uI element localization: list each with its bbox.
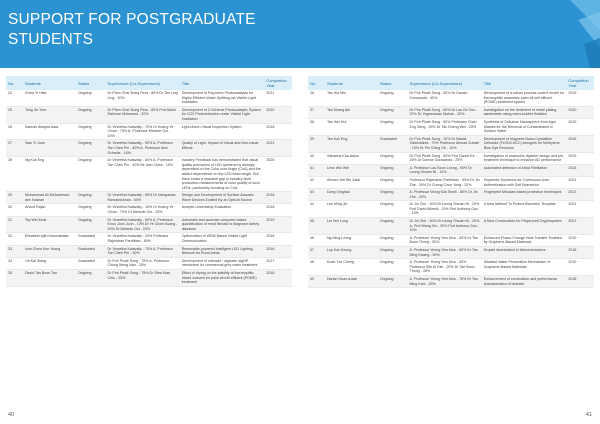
cell-student: Tey Wei Keat: [23, 216, 76, 233]
cell-supervisors: A. Professor Yeong Yew Mun - 50% Dr Tan Boon Thong - 50%: [408, 234, 482, 246]
page-title-line-2: STUDENTS: [8, 31, 94, 48]
col-header-completion-year: Completion Year: [266, 78, 287, 88]
cell-title: Ultrafast Water Permeation Mechanism of Graphene-Based Materials: [482, 259, 567, 276]
cell-completion-year: 2018: [566, 247, 594, 259]
cell-no: 36: [308, 90, 325, 106]
cell-supervisors: A. Professor Lau Boon Leong - 90% Dr Leong Shiuan Ni - 10%: [408, 164, 482, 176]
cell-status: Ongoing: [76, 90, 106, 106]
cell-supervisors: Dr Vineetha Kalavally - 20% Professor Rajendran Parthiban - 80%: [106, 233, 180, 245]
table-row: [308, 164, 594, 176]
cell-title: Development of Polymeric Photocatalysts for Highly Efficient Water-Splitting via Visible-Light Irradiation: [180, 90, 265, 106]
cell-completion-year: 2018: [264, 123, 292, 140]
cell-title: Automatic and accurate computer-based quantification of renal fibrosis to diagnose kidney diseases: [180, 216, 265, 233]
cell-completion-year: 2018: [566, 276, 594, 288]
cell-title: Development of chitosan / alginate /AgNP membrane for commercial grey water treatment.: [180, 257, 265, 269]
table-row: [308, 189, 594, 201]
cell-supervisors: Dr Phen Chai Siong Pear - 80% Dr Tan Ling Ling - 20%: [106, 90, 180, 106]
table-header-row: [308, 76, 594, 90]
cell-status: Ongoing: [378, 247, 408, 259]
cell-student: Dong Xinghao: [325, 189, 378, 201]
table-row: [6, 245, 292, 257]
cell-completion-year: 2021: [566, 189, 594, 201]
cell-status: Ongoing: [76, 204, 106, 216]
table-row: [308, 201, 594, 218]
cell-completion-year: 2019: [566, 259, 594, 276]
table-row: [308, 234, 594, 246]
cell-supervisors: Professor Rajendran Parthiban - 50% Dr Jin Zhe - 30% Dr Chong Chun Yong - 20%: [408, 176, 482, 188]
cell-completion-year: 2020: [264, 106, 292, 123]
cell-status: Graduated: [378, 135, 408, 152]
table-row: [6, 204, 292, 216]
cell-no: 34: [6, 257, 23, 269]
table-row: [6, 90, 292, 106]
cell-student: Lenz Wei Wei: [325, 164, 378, 176]
cell-completion-year: 2019: [264, 216, 292, 233]
cell-no: 29: [6, 192, 23, 204]
cell-no: 27: [6, 140, 23, 157]
cell-student: Lai Yen Lung: [325, 218, 378, 235]
table-row: [308, 259, 594, 276]
cell-supervisors: Dr Poh Phaik Song - 75% Dr Siew Kian Chin - 25%: [106, 270, 180, 287]
cell-title: Fingerprint Minutiae-based protection techniques: [482, 189, 567, 201]
cell-supervisors: Dr Poh Phaik Song - 60% Dr Lau Ee Von - 20% Dr Yogeswaran Mohan - 20%: [408, 106, 482, 118]
col-header-no: No.: [310, 80, 317, 86]
cell-status: Ongoing: [378, 152, 408, 164]
page-number-left: 40: [8, 412, 15, 418]
cell-supervisors: Dr Poh Phaik Song - 75% A. Professor Chung Meng Nan - 25%: [106, 257, 180, 269]
cell-status: Ongoing: [378, 276, 408, 288]
cell-completion-year: 2019: [566, 152, 594, 164]
cell-supervisors: Dr Vineetha Kalavally - 70% Dr Kuang Ye Chow - 70% A. Professor Melanie Ooi - 10%: [106, 123, 180, 140]
cell-completion-year: 2021: [566, 218, 594, 235]
cell-supervisors: Dr Poh Phaik Song - 60% Dr Darwin Gouwanda - 40%: [408, 90, 482, 106]
cell-supervisors: Dr Vineetha Kalavally - 50% A. Professor Khoo Joon Joon - 10% Dr Ye Chow Kuang - 20% Dr Melanie Ooi - 20%: [106, 216, 180, 233]
cell-student: Tan Khang Ale: [325, 106, 378, 118]
cell-completion-year: 2021: [264, 90, 292, 106]
cell-supervisors: Dr Vineetha Kalavally - 15% Dr Kuang Ye Chow - 70% Dr Melanie Ooi - 15%: [106, 204, 180, 216]
cell-student: Tan Kok Eng: [325, 135, 378, 152]
table-row: [6, 233, 292, 245]
cell-no: 41: [308, 164, 325, 176]
cell-no: 49: [308, 276, 325, 288]
table-row: [308, 176, 594, 188]
cell-student: Loy Kok Keong: [325, 247, 378, 259]
cell-title: Investigation of anaerobic digester design and pre-treatment technique to enhance AD performance: [482, 152, 567, 164]
cell-supervisors: Dr Phen Chai Siong Pear - 80% Prof Abdul Rahman Mohamed - 20%: [106, 106, 180, 123]
table-body-left: [6, 90, 292, 286]
cell-status: Ongoing: [76, 216, 106, 233]
page-title: [8, 10, 256, 50]
cell-status: Ongoing: [378, 259, 408, 276]
cell-completion-year: 2021: [566, 201, 594, 218]
cell-student: Mohammad Ali Mohammad-deh Kashan: [23, 192, 76, 204]
cell-title: Development of a robust process control model for thermophilic anaerobic palm oil mill effluent (POME) treatment system: [482, 90, 567, 106]
cell-completion-year: 2016: [264, 245, 292, 257]
cell-supervisors: Dr Jin Zhe - 30% Dr Leong Shiuan Ni - 20% Prof David Alberdi - 20% Prof Anthony Guo - 10%: [408, 201, 482, 218]
table-row: [6, 270, 292, 287]
cell-student: Tang Jie Yinn: [23, 106, 76, 123]
cell-status: Graduated: [76, 245, 106, 257]
cell-status: Ongoing: [378, 234, 408, 246]
table-row: [6, 192, 292, 204]
cell-no: 35: [6, 270, 23, 287]
cell-supervisors: Dr Jin Zhe - 30% Dr Leong Shiuan Ni - 20% A. Prof Wang Xin - 30% Prof Anthony Guo - 10%: [408, 218, 482, 235]
cell-supervisors: A. Professor Yeong Yew Mun - 75% Dr Tan Ming Kwa - 25%: [408, 276, 482, 288]
table-row: [308, 152, 594, 164]
page-number-right: 41: [585, 412, 592, 418]
cell-title: Industry Feedback has demonstrated that visual quality perception of LED spectrum is strongly dependent on the Color over Angle (CoA) and the added dependence on the LED beam angle. But there exists a research gap in industry-level production measurements of color quality of such LEDs, particularly focusing on CoA.: [180, 157, 265, 192]
cell-completion-year: 2019: [566, 234, 594, 246]
table-row: [6, 106, 292, 123]
cell-status: Ongoing: [378, 201, 408, 218]
cell-no: 37: [308, 106, 325, 118]
cell-completion-year: 2016: [566, 135, 594, 152]
cell-no: 44: [308, 201, 325, 218]
decorative-corner-graphic: [540, 0, 600, 68]
cell-status: Ongoing: [76, 106, 106, 123]
col-header-supervisors: Supervisors (Co-Supervisors): [409, 80, 463, 86]
students-table-left-panel: [6, 76, 292, 287]
cell-student: Tan Hui Min: [325, 90, 378, 106]
cell-status: Ongoing: [378, 106, 408, 118]
table-row: [308, 135, 594, 152]
cell-title: Effect of drying on the stability of thermophilic mixed cultures for palm oil mill effluent (POME) treatment: [180, 270, 265, 287]
col-header-no: No.: [8, 80, 15, 86]
cell-no: 33: [6, 245, 23, 257]
cell-student: Ng Ming Leong: [325, 234, 378, 246]
cell-title: Light-driven Visual Inspection System: [180, 123, 265, 140]
cell-supervisors: Dr Poh Phaik Song - 50% Prof Daniel Ee - 25% Dr Darwin Gouwanda - 25%: [408, 152, 482, 164]
cell-title: Synthesis of Cellulose Nanosphere from Agro Wastes for the Removal of Contaminants in Surface Water: [482, 118, 567, 135]
cell-status: Ongoing: [76, 192, 106, 204]
col-header-title: Title: [483, 80, 492, 86]
cell-status: Ongoing: [378, 118, 408, 135]
cell-title: Renewable-powered Intelligent LED Lighting Network for Rural Areas: [180, 245, 265, 257]
table-row: [308, 218, 594, 235]
table-row: [308, 106, 594, 118]
cell-title: Development of Z-Scheme Photocatalytic System for CO2 Photoreduction under Visible Light Irradiation: [180, 106, 265, 123]
col-header-students: Students: [24, 80, 41, 86]
cell-status: Graduated: [76, 257, 106, 269]
cell-title: A New Construction for Fingerprint Cryptosystem: [482, 218, 567, 235]
cell-supervisors: A. Professor Yeong Yew Mun - 50% Dr Tan Ming Kwang - 50%: [408, 247, 482, 259]
cell-supervisors: Dr Poh Phaik Song - 50% Professor Chan Eng Seng - 25% Dr Tan Kheng Wei - 25%: [408, 118, 482, 135]
cell-no: 40: [308, 152, 325, 164]
cell-completion-year: 2025: [264, 157, 292, 192]
cell-status: Ongoing: [76, 157, 106, 192]
cell-student: Ivan Chew Ken Yoong: [23, 245, 76, 257]
cell-status: Ongoing: [378, 164, 408, 176]
cell-completion-year: 2017: [264, 257, 292, 269]
cell-no: 43: [308, 189, 325, 201]
cell-completion-year: 2018: [264, 204, 292, 216]
cell-title: Quality of Light- Impact of Visual and Non-visual Effects: [180, 140, 265, 157]
cell-title: Investigation on the treatment of metal plating wastewater using micro-bubble flotation: [482, 106, 567, 118]
cell-no: 32: [6, 233, 23, 245]
cell-status: Ongoing: [378, 176, 408, 188]
cell-student: Kuah Tze Cheng: [325, 259, 378, 276]
cell-title: Enhanced Phase-Change Heat Transfer Enabled by Graphene-Based Materials: [482, 234, 567, 246]
col-header-students: Students: [326, 80, 343, 86]
table-row: [308, 247, 594, 259]
cell-no: 30: [6, 204, 23, 216]
table-row: [308, 90, 594, 106]
cell-status: Ongoing: [378, 189, 408, 201]
cell-student: Sanush Abayee-kara: [23, 123, 76, 140]
cell-supervisors: Dr Poh Phaik Song - 10% Dr Babak Salamatinia - 70% Professor Ahmad Zuhairi - 10% Dr Pei Ching Oh - 10%: [408, 135, 482, 152]
students-table-left: [6, 76, 292, 287]
table-row: [6, 140, 292, 157]
cell-student: Lee Ming Jie: [325, 201, 378, 218]
cell-supervisors: Dr Vineetha Kalavally - 50% Dr Narayanan Ramakrishnan - 50%: [106, 192, 180, 204]
cell-student: Arvind Rajan: [23, 204, 76, 216]
cell-completion-year: 2018: [264, 192, 292, 204]
cell-title: Automated detection of Atrial Fibrillation: [482, 164, 567, 176]
cell-no: 45: [308, 218, 325, 235]
cell-supervisors: Dr Vineetha Kalavally - 70% A. Professor Tan Chee Pin - 30%: [106, 245, 180, 257]
cell-completion-year: 2021: [264, 140, 292, 157]
col-header-supervisors: Supervisors (Co-Supervisors): [107, 80, 161, 86]
cell-status: Graduated: [76, 233, 106, 245]
cell-no: 25: [6, 106, 23, 123]
cell-completion-year: 2019: [566, 90, 594, 106]
cell-no: 42: [308, 176, 325, 188]
table-row: [6, 216, 292, 233]
page-title-line-1: SUPPORT FOR POSTGRADUATE: [8, 11, 256, 28]
cell-status: Ongoing: [378, 90, 408, 106]
cell-completion-year: 2018: [264, 270, 292, 287]
col-header-completion-year: Completion Year: [568, 78, 589, 88]
cell-status: Ongoing: [76, 123, 106, 140]
cell-no: 31: [6, 216, 23, 233]
cell-status: Ongoing: [76, 140, 106, 157]
col-header-status: Status: [379, 80, 392, 86]
table-body-right: [308, 90, 594, 288]
cell-student: Ahmed Zeil Bin Zaidi: [325, 176, 378, 188]
cell-completion-year: 2018: [566, 164, 594, 176]
table-row: [308, 118, 594, 135]
table-row: [6, 123, 292, 140]
cell-student: Elisabeth Ajith Karunatilaka: [23, 233, 76, 245]
cell-title: A New Method To Protect Biometric Template: [482, 201, 567, 218]
cell-no: 39: [308, 135, 325, 152]
table-row: [6, 257, 292, 269]
cell-student: Darlan Huan-a-kan: [325, 276, 378, 288]
cell-title: Enhancement of combustion and performance characteristics of biofuels: [482, 276, 567, 288]
cell-student: Oh Kai Siang: [23, 257, 76, 269]
cell-student: Chew Yi Hsia: [23, 90, 76, 106]
table-header-row: [6, 76, 292, 90]
cell-student: David Tan Boon Tao: [23, 270, 76, 287]
cell-completion-year: 2021: [566, 176, 594, 188]
cell-supervisors: A. Professor Wong Kok Sheik - 80% Dr Jin Zhe - 20%: [408, 189, 482, 201]
cell-student: Ng Kok Eng: [23, 157, 76, 192]
cell-no: 24: [6, 90, 23, 106]
cell-student: Sabarina Kha-daloo: [325, 152, 378, 164]
cell-supervisors: Dr Vineetha Kalavally - 50% A. Professor Tan Chee Pin - 40% A. Professor Alex Scharlie - 10%: [106, 140, 180, 157]
cell-status: Ongoing: [76, 270, 106, 287]
cell-no: 46: [308, 234, 325, 246]
students-table-right: [308, 76, 594, 288]
cell-completion-year: 2018: [264, 233, 292, 245]
cell-student: Tan Wei Hui: [325, 118, 378, 135]
cell-title: Keystroke Dynamics for Continuous User Authentication with Soft Biometrics: [482, 176, 567, 188]
corner-shapes: [540, 0, 600, 68]
students-table-right-panel: [308, 76, 594, 288]
header-banner: [0, 0, 600, 68]
col-header-title: Title: [181, 80, 190, 86]
table-row: [6, 157, 292, 192]
cell-title: Droplet Atomization in Micromechanics: [482, 247, 567, 259]
cell-no: 48: [308, 259, 325, 276]
col-header-status: Status: [77, 80, 90, 86]
cell-student: Saw Yi Juan: [23, 140, 76, 157]
cell-completion-year: 2019: [566, 118, 594, 135]
cell-no: 38: [308, 118, 325, 135]
cell-supervisors: Dr Vineetha Kalavally - 60% A. Professor Tan Chee Pin - 30% Mr Ivan Chew - 10%: [106, 157, 180, 192]
cell-supervisors: A. Professor Yeong Yew Mun - 50% Professor Sith Al Fah - 20% Dr Tan Boon Thong - 30%: [408, 259, 482, 276]
cell-title: Analytic Uncertainty Evaluation: [180, 204, 265, 216]
table-row: [308, 276, 594, 288]
cell-title: Development of Magnetic Nano-Crystalline Cellulose (Fe3O4-NCC) Aerogels for Methylene Blue Dye Removal: [482, 135, 567, 152]
cell-no: 47: [308, 247, 325, 259]
cell-no: 28: [6, 157, 23, 192]
cell-status: Ongoing: [378, 218, 408, 235]
cell-title: Design and Development of Surface Acoustic Wave Devices Excited By an Optical Source: [180, 192, 265, 204]
cell-no: 26: [6, 123, 23, 140]
cell-title: Optimization of WDM Based Visible Light Communication: [180, 233, 265, 245]
cell-completion-year: 2020: [566, 106, 594, 118]
